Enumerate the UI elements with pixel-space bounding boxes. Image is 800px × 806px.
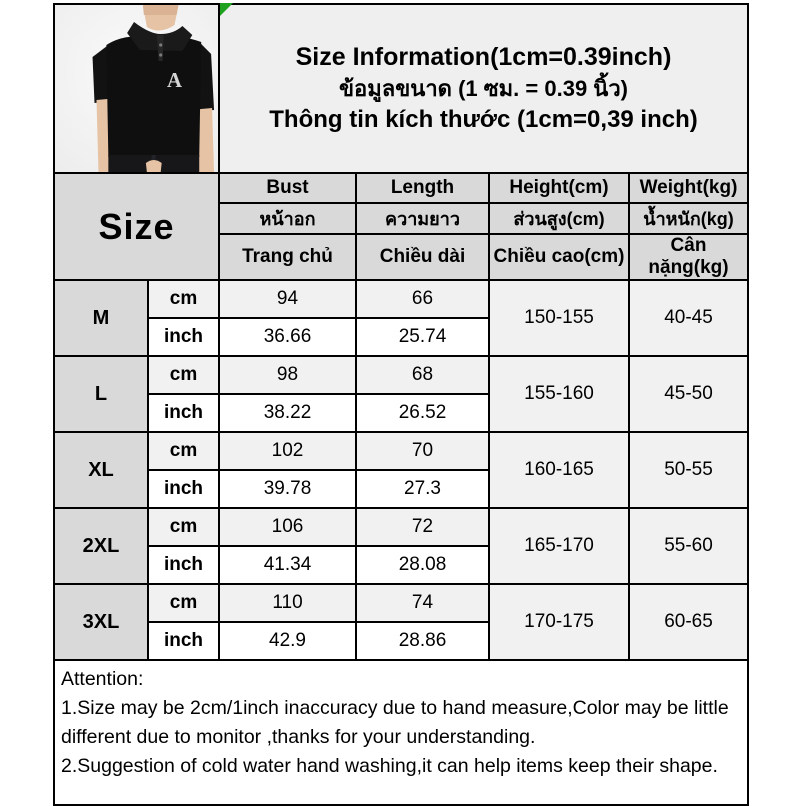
m-height: 150-155 xyxy=(489,280,629,356)
2xl-length-inch: 28.08 xyxy=(356,546,489,584)
attention-row xyxy=(54,660,748,805)
size-table xyxy=(53,3,749,806)
l-height: 155-160 xyxy=(489,356,629,432)
header-row-english xyxy=(54,173,748,203)
size-label-xl: XL xyxy=(54,432,148,508)
m-length-cm: 66 xyxy=(356,280,489,318)
top-row xyxy=(54,4,748,173)
green-corner-marker-icon xyxy=(220,3,233,16)
unit-cm: cm xyxy=(148,356,219,394)
xl-bust-inch: 39.78 xyxy=(219,470,356,508)
xl-height: 160-165 xyxy=(489,432,629,508)
size-information-title-block xyxy=(219,4,748,173)
m-length-inch: 25.74 xyxy=(356,318,489,356)
row-xl-cm xyxy=(54,432,748,470)
unit-inch: inch xyxy=(148,546,219,584)
size-label-2xl: 2XL xyxy=(54,508,148,584)
size-header: Size xyxy=(54,173,219,280)
unit-inch: inch xyxy=(148,318,219,356)
attention-heading: Attention: xyxy=(61,668,144,690)
3xl-weight: 60-65 xyxy=(629,584,748,660)
header-length: Length xyxy=(356,173,489,203)
xl-length-cm: 70 xyxy=(356,432,489,470)
attention-note xyxy=(54,660,748,805)
header-weight-th: น้ำหนัก(kg) xyxy=(629,203,748,234)
attention-line-2: 2.Suggestion of cold water hand washing,it can help items keep their shape. xyxy=(61,755,718,777)
size-label-m: M xyxy=(54,280,148,356)
3xl-bust-inch: 42.9 xyxy=(219,622,356,660)
product-photo xyxy=(54,4,219,173)
l-weight: 45-50 xyxy=(629,356,748,432)
title-vietnamese: Thông tin kích thước (1cm=0,39 inch) xyxy=(269,106,698,133)
header-weight-vi: Cân nặng(kg) xyxy=(629,234,748,280)
3xl-length-inch: 28.86 xyxy=(356,622,489,660)
size-label-3xl: 3XL xyxy=(54,584,148,660)
header-length-vi: Chiều dài xyxy=(356,234,489,280)
2xl-weight: 55-60 xyxy=(629,508,748,584)
3xl-length-cm: 74 xyxy=(356,584,489,622)
unit-inch: inch xyxy=(148,394,219,432)
header-height-vi: Chiều cao(cm) xyxy=(489,234,629,280)
unit-cm: cm xyxy=(148,508,219,546)
m-bust-cm: 94 xyxy=(219,280,356,318)
row-m-cm xyxy=(54,280,748,318)
svg-text:A: A xyxy=(167,67,183,93)
3xl-height: 170-175 xyxy=(489,584,629,660)
header-weight: Weight(kg) xyxy=(629,173,748,203)
row-3xl-cm xyxy=(54,584,748,622)
header-bust: Bust xyxy=(219,173,356,203)
xl-bust-cm: 102 xyxy=(219,432,356,470)
l-bust-cm: 98 xyxy=(219,356,356,394)
header-bust-th: หน้าอก xyxy=(219,203,356,234)
xl-length-inch: 27.3 xyxy=(356,470,489,508)
row-l-cm xyxy=(54,356,748,394)
header-length-th: ความยาว xyxy=(356,203,489,234)
polo-shirt-illustration xyxy=(55,5,218,172)
attention-line-1: 1.Size may be 2cm/1inch inaccuracy due to hand measure,Color may be little different due to monitor ,thanks for your understanding. xyxy=(61,697,729,748)
m-bust-inch: 36.66 xyxy=(219,318,356,356)
title-english: Size Information(1cm=0.39inch) xyxy=(295,43,672,71)
unit-cm: cm xyxy=(148,280,219,318)
header-height: Height(cm) xyxy=(489,173,629,203)
2xl-length-cm: 72 xyxy=(356,508,489,546)
title-thai: ข้อมูลขนาด (1 ซม. = 0.39 นิ้ว) xyxy=(339,76,629,101)
unit-cm: cm xyxy=(148,584,219,622)
3xl-bust-cm: 110 xyxy=(219,584,356,622)
xl-weight: 50-55 xyxy=(629,432,748,508)
l-bust-inch: 38.22 xyxy=(219,394,356,432)
unit-cm: cm xyxy=(148,432,219,470)
2xl-height: 165-170 xyxy=(489,508,629,584)
l-length-cm: 68 xyxy=(356,356,489,394)
l-length-inch: 26.52 xyxy=(356,394,489,432)
2xl-bust-cm: 106 xyxy=(219,508,356,546)
unit-inch: inch xyxy=(148,622,219,660)
size-label-l: L xyxy=(54,356,148,432)
row-2xl-cm xyxy=(54,508,748,546)
m-weight: 40-45 xyxy=(629,280,748,356)
header-height-th: ส่วนสูง(cm) xyxy=(489,203,629,234)
header-bust-vi: Trang chủ xyxy=(219,234,356,280)
unit-inch: inch xyxy=(148,470,219,508)
2xl-bust-inch: 41.34 xyxy=(219,546,356,584)
